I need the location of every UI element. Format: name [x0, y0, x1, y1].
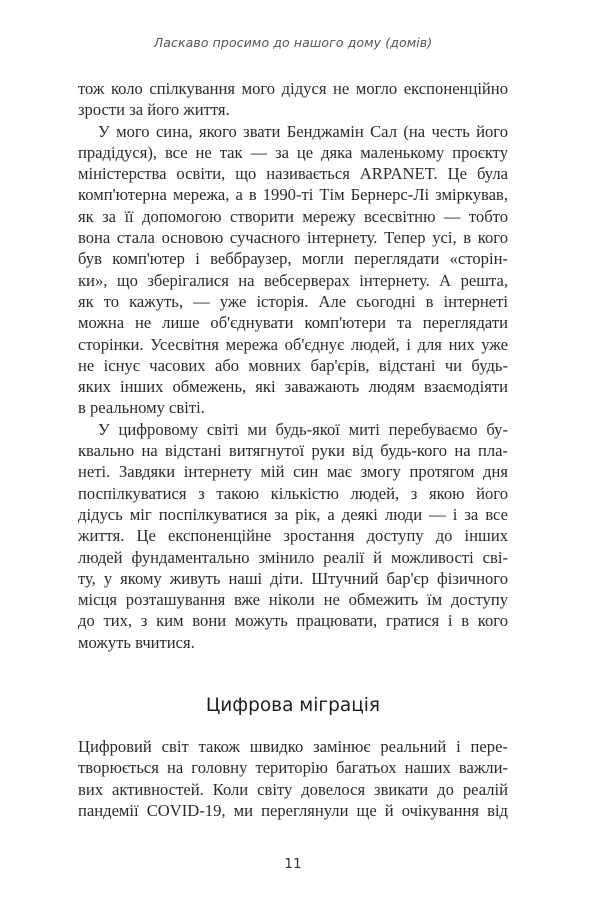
- text-line: [78, 163, 508, 184]
- text-line-content: прадідуся), все не так — за це дяка маленькому проєкту: [78, 142, 508, 162]
- text-line-content: можуть вчитися.: [78, 632, 195, 652]
- text-line-content: в реальному світі.: [78, 398, 205, 418]
- text-line: [78, 547, 508, 568]
- text-line: [78, 376, 508, 397]
- text-line: [78, 206, 508, 227]
- text-line: [78, 483, 508, 504]
- text-line: [78, 440, 508, 461]
- text-line-content: ки», що зберігалися на вебсерверах інтернету. А решта,: [78, 270, 508, 290]
- text-line: [78, 589, 508, 610]
- text-line-content: місця розташування вже ніколи не обмежить їм доступу: [78, 590, 508, 610]
- text-line: [78, 227, 508, 248]
- text-line-content: вона стала основою сучасного інтернету. Тепер усі, в кого: [78, 228, 508, 248]
- text-line: [78, 610, 508, 631]
- page-number: 11: [284, 856, 302, 872]
- text-line: [78, 504, 508, 525]
- text-line-content: квально на відстані витягнутої руки від будь-кого на пла-: [78, 441, 508, 461]
- text-line: [78, 121, 508, 142]
- text-line: [78, 800, 508, 821]
- text-line: [78, 736, 508, 757]
- text-line: [78, 99, 508, 120]
- text-line: [78, 525, 508, 546]
- paragraph: [78, 78, 508, 121]
- text-line-content: вих активностей. Коли світу довелося звикати до реалій: [78, 779, 508, 799]
- text-line-content: до тих, з ким вони можуть працювати, гратися і в кого: [78, 611, 508, 631]
- text-line: [78, 632, 508, 653]
- text-line: [78, 142, 508, 163]
- text-line-content: творюється на головну територію багатьох наших важли-: [78, 758, 508, 778]
- text-line: [78, 419, 508, 440]
- text-line-content: У цифровому світі ми будь-якої миті перебуваємо бу-: [98, 419, 508, 439]
- text-line-content: можна не лише об'єднувати комп'ютери та переглядати: [78, 313, 508, 333]
- text-line: [78, 397, 508, 418]
- text-line-content: сторінки. Усесвітня мережа об'єднує людей, і для них уже: [78, 334, 508, 354]
- text-line: [78, 355, 508, 376]
- text-line: [78, 568, 508, 589]
- text-line-content: ту, у якому живуть наші діти. Штучний бар'єр фізичного: [78, 568, 508, 588]
- text-line-content: міністерства освіти, що називається ARPANET. Це була: [78, 164, 508, 184]
- text-line: [78, 757, 508, 778]
- text-line: [78, 291, 508, 312]
- paragraph: [78, 121, 508, 419]
- text-line-content: комп'ютерна мережа, а в 1990-ті Тім Бернерс-Лі зміркував,: [78, 185, 508, 205]
- text-line-content: як за її допомогою створити мережу всесвітню — тобто: [78, 206, 508, 226]
- text-line-content: яких інших обмежень, які заважають людям взаємодіяти: [78, 377, 508, 397]
- text-line: [78, 312, 508, 333]
- text-line-content: тож коло спілкування мого дідуся не могло експоненційно: [78, 79, 508, 98]
- text-line: [78, 270, 508, 291]
- section-heading: Цифрова міграція: [205, 695, 381, 716]
- text-line-content: життя. Це експоненційне зростання доступу до інших: [78, 526, 508, 546]
- text-line: [78, 779, 508, 800]
- text-line-content: поспілкуватися з такою кількістю людей, з якою його: [78, 483, 508, 503]
- body-text-after-heading: [78, 736, 508, 821]
- paragraph: [78, 736, 508, 821]
- text-line: [78, 248, 508, 269]
- text-line-content: Цифровий світ також швидко замінює реальний і пере-: [78, 737, 508, 756]
- text-line-content: людей фундаментально змінило реалії й можливості сві-: [78, 547, 508, 567]
- text-line: [78, 461, 508, 482]
- text-line-content: як то кажуть, — уже історія. Але сьогодні в інтернеті: [78, 291, 508, 311]
- text-line-content: неті. Завдяки інтернету мій син має змогу протягом дня: [78, 462, 508, 482]
- text-line: [78, 184, 508, 205]
- paragraph: [78, 419, 508, 653]
- text-line-content: не існує часових або мовних бар'єрів, відстані чи будь-: [78, 355, 508, 375]
- text-line-content: У мого сина, якого звати Бенджамін Сал (на честь його: [98, 121, 508, 141]
- text-line-content: був комп'ютер і веббраузер, могли переглядати «сторін-: [78, 249, 508, 269]
- text-line-content: зрости за його життя.: [78, 100, 230, 120]
- text-line-content: дідусь міг поспілкуватися за рік, а деякі люди — і за все: [78, 504, 508, 524]
- text-line-content: пандемії COVID-19, ми переглянули ще й очікування від: [78, 800, 508, 820]
- body-text-before-heading: [78, 78, 508, 653]
- text-line: [78, 78, 508, 99]
- text-line: [78, 334, 508, 355]
- running-head: Ласкаво просимо до нашого дому (домів): [153, 35, 433, 50]
